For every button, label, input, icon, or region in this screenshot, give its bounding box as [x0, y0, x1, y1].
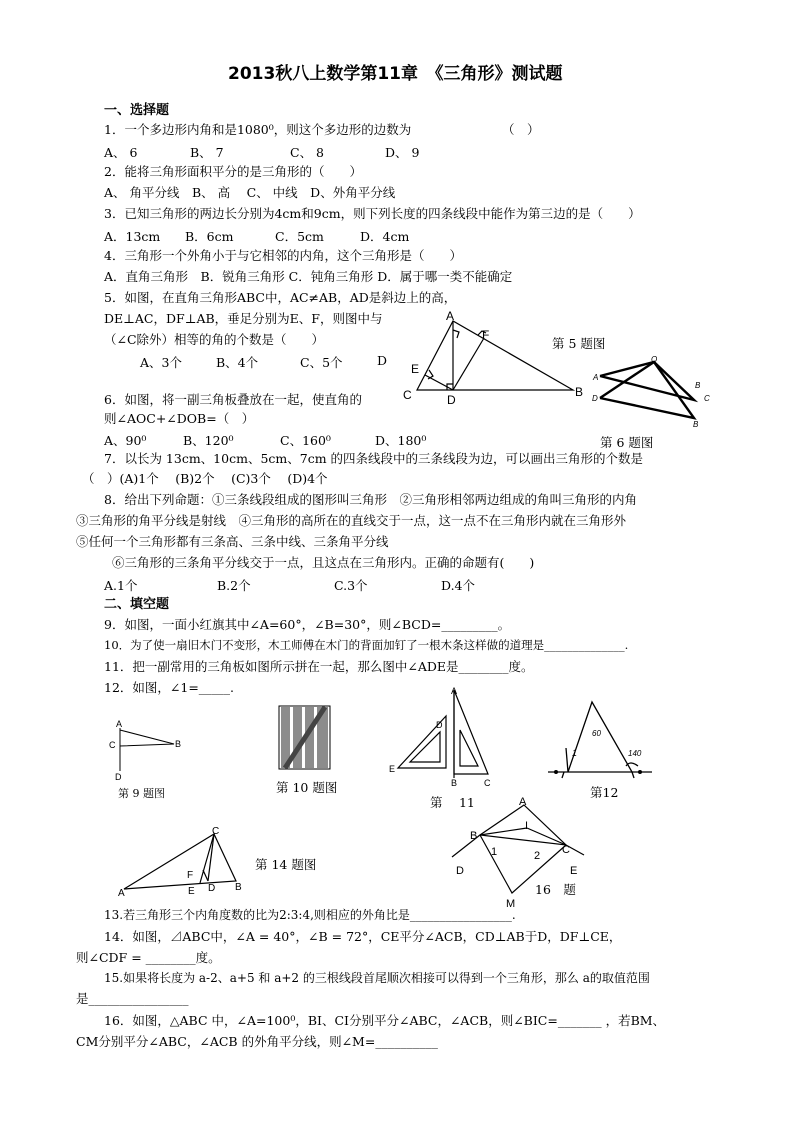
q16-line1: 16．如图，△ABC 中，∠A=100⁰，BI、CI分别平分∠ABC，∠ACB，则∠BIC=_______ ，若BM、	[104, 1013, 666, 1028]
fig16-label-c: C	[562, 844, 570, 856]
page-title: 2013秋八上数学第11章 《三角形》测试题	[228, 64, 563, 84]
fig14-label-e: E	[188, 886, 195, 897]
fig5-label-b: B	[575, 385, 584, 399]
fig16-label-a: A	[519, 796, 527, 808]
q2-opts: A、 角平分线 B、 高 C、 中线 D、外角平分线	[104, 185, 396, 200]
fig12-label-140: 140	[628, 749, 642, 758]
fig16-label-m: M	[506, 898, 516, 910]
q8-line2: ③三角形的角平分线是射线 ④三角形的高所在的直线交于一点，这一点不在三角形内就在三角形外	[76, 513, 627, 528]
q9-text: 9．如图，一面小红旗其中∠A=60°，∠B=30°，则∠BCD=_________。	[104, 617, 511, 632]
q7-line1: 7．以长为 13cm、10cm、5cm、7cm 的四条线段中的三条线段为边，可以画出三角形的个数是	[104, 451, 644, 466]
fig5-label-d: D	[447, 393, 456, 407]
q3-opt-b: B．6cm	[185, 229, 234, 244]
fig16-label-2: 2	[534, 850, 541, 862]
fig5-label-e: E	[411, 362, 420, 376]
q8-line4: ⑥三角形的三条角平分线交于一点，且这点在三角形内。正确的命题有( )	[112, 555, 535, 570]
figure-10	[279, 706, 331, 770]
fig16-label-i: I	[525, 820, 529, 832]
fig14-label-c: C	[212, 826, 220, 837]
q5-opt-a: A、3个	[140, 355, 182, 370]
fig14-label-d: D	[208, 883, 216, 894]
fig6-label-c: C	[704, 394, 710, 403]
fig16-caption: 16 题	[535, 882, 576, 897]
q5-opt-b: B、4个	[216, 355, 259, 370]
figure-11	[386, 686, 496, 794]
fig9-label-c: C	[109, 740, 116, 750]
fig16-label-d: D	[456, 865, 464, 877]
fig16-label-b: B	[470, 830, 478, 842]
q3-opt-a: A．13cm	[104, 229, 161, 244]
fig14-label-b: B	[235, 882, 242, 893]
fig11-label-c: C	[484, 778, 491, 788]
q1-text: 1．一个多边形内角和是1080⁰，则这个多边形的边数为	[104, 122, 412, 137]
figure-9	[108, 716, 188, 786]
fig6-label-o: O	[651, 355, 658, 364]
fig6-caption: 第 6 题图	[600, 435, 654, 450]
fig5-caption: 第 5 题图	[552, 336, 606, 351]
q14-line2: 则∠CDF = ________度。	[76, 950, 221, 965]
q6-opt-c: C、160⁰	[280, 433, 331, 448]
fig16-label-e: E	[570, 865, 578, 877]
q14-line1: 14．如图，⊿ABC中，∠A = 40°，∠B = 72°，CE平分∠ACB，CD⊥AB于D，DF⊥CE，	[104, 929, 622, 944]
fig12-caption: 第12	[590, 785, 619, 800]
q5-line2: DE⊥AC，DF⊥AB，垂足分别为E、F，则图中与	[104, 311, 383, 326]
fig5-label-a: A	[446, 309, 455, 323]
fig6-label-b2: B	[693, 420, 699, 429]
q16-line2: CM分别平分∠ABC，∠ACB 的外角平分线，则∠M=__________	[76, 1034, 438, 1049]
fig14-label-f: F	[187, 870, 194, 881]
fig9-label-a: A	[116, 719, 123, 729]
q6-opt-a: A、90⁰	[104, 433, 147, 448]
q12-text: 12．如图，∠1=_____.	[104, 680, 235, 695]
fig11-label-a: A	[451, 686, 458, 696]
q3-opt-c: C．5cm	[275, 229, 324, 244]
fig6-label-a: A	[593, 373, 599, 382]
q6-opt-b: B、120⁰	[183, 433, 234, 448]
q15-line1: 15.如果将长度为 a-2、a+5 和 a+2 的三根线段首尾顺次相接可以得到一个三角形，那么 a的取值范围	[104, 971, 650, 985]
fig11-label-e: E	[389, 764, 396, 774]
q6-opt-d: D、180⁰	[375, 433, 427, 448]
fig12-label-1: 1	[572, 748, 578, 758]
fig11-caption: 第 11	[430, 795, 475, 810]
q15-line2: 是________________	[76, 991, 189, 1006]
fig6-label-d: D	[592, 394, 598, 403]
figure-6	[592, 356, 722, 432]
q1-opt-c: C、 8	[290, 145, 324, 160]
section-choice: 一、选择题	[104, 103, 170, 118]
q5-line1: 5．如图，在直角三角形ABC中，AC≠AB，AD是斜边上的高，	[104, 290, 457, 305]
q8-opt-c: C.3个	[334, 578, 368, 593]
q10-text: 10．为了使一扇旧木门不变形，木工师傅在木门的背面加钉了一根木条这样做的道理是______________.	[104, 638, 629, 652]
q5-line3: （∠C除外）相等的角的个数是（ ）	[104, 332, 325, 347]
fig11-label-d: D	[436, 720, 443, 730]
fig14-caption: 第 14 题图	[255, 857, 317, 872]
q3-opt-d: D．4cm	[360, 229, 410, 244]
q5-opt-c: C、5个	[300, 355, 343, 370]
figure-5	[395, 310, 595, 410]
fig6-label-b1: B	[695, 381, 701, 390]
figure-12	[546, 696, 656, 782]
q11-text: 11．把一副常用的三角板如图所示拼在一起，那么图中∠ADE是________度。	[104, 659, 534, 674]
q8-opt-b: B.2个	[217, 578, 251, 593]
q6-line1: 6．如图，将一副三角板叠放在一起，使直角的	[104, 392, 362, 407]
q8-line1: 8．给出下列命题：①三条线段组成的图形叫三角形 ②三角形相邻两边组成的角叫三角形的内角	[104, 492, 637, 507]
q3-text: 3．已知三角形的两边长分别为4cm和9cm，则下列长度的四条线段中能作为第三边的是（ ）	[104, 206, 641, 221]
q8-opt-d: D.4个	[441, 578, 476, 593]
fig9-label-d: D	[115, 772, 122, 782]
section-fill: 二、填空题	[104, 597, 170, 612]
fig9-caption: 第 9 题图	[118, 787, 165, 800]
q4-opts: A．直角三角形 B．锐角三角形 C．钝角三角形 D．属于哪一类不能确定	[104, 269, 513, 284]
fig9-label-b: B	[175, 739, 182, 749]
q13-text: 13.若三角形三个内角度数的比为2:3:4,则相应的外角比是_________________.	[104, 908, 516, 922]
fig11-label-b: B	[451, 778, 458, 788]
figure-14	[116, 826, 256, 898]
fig5-label-c: C	[403, 388, 412, 402]
q1-opt-b: B、 7	[190, 145, 224, 160]
q8-opt-a: A.1个	[104, 578, 138, 593]
q8-line3: ⑤任何一个三角形都有三条高、三条中线、三条角平分线	[76, 534, 389, 549]
q5-opt-d: D	[377, 353, 388, 368]
q2-text: 2．能将三角形面积平分的是三角形的（ ）	[104, 164, 362, 179]
fig12-label-60: 60	[592, 729, 601, 738]
fig16-label-1: 1	[491, 846, 498, 858]
q4-text: 4．三角形一个外角小于与它相邻的内角，这个三角形是（ ）	[104, 248, 462, 263]
q1-opt-d: D、 9	[385, 145, 420, 160]
q1-paren: （ ）	[502, 122, 540, 137]
fig5-label-f: F	[482, 328, 490, 342]
q6-line2: 则∠AOC+∠DOB=（ ）	[104, 411, 255, 426]
q1-opt-a: A、 6	[104, 145, 138, 160]
q7-line2: （ ）(A)1个 (B)2个 (C)3个 (D)4个	[82, 471, 328, 486]
fig14-label-a: A	[118, 888, 125, 899]
fig10-caption: 第 10 题图	[276, 780, 338, 795]
